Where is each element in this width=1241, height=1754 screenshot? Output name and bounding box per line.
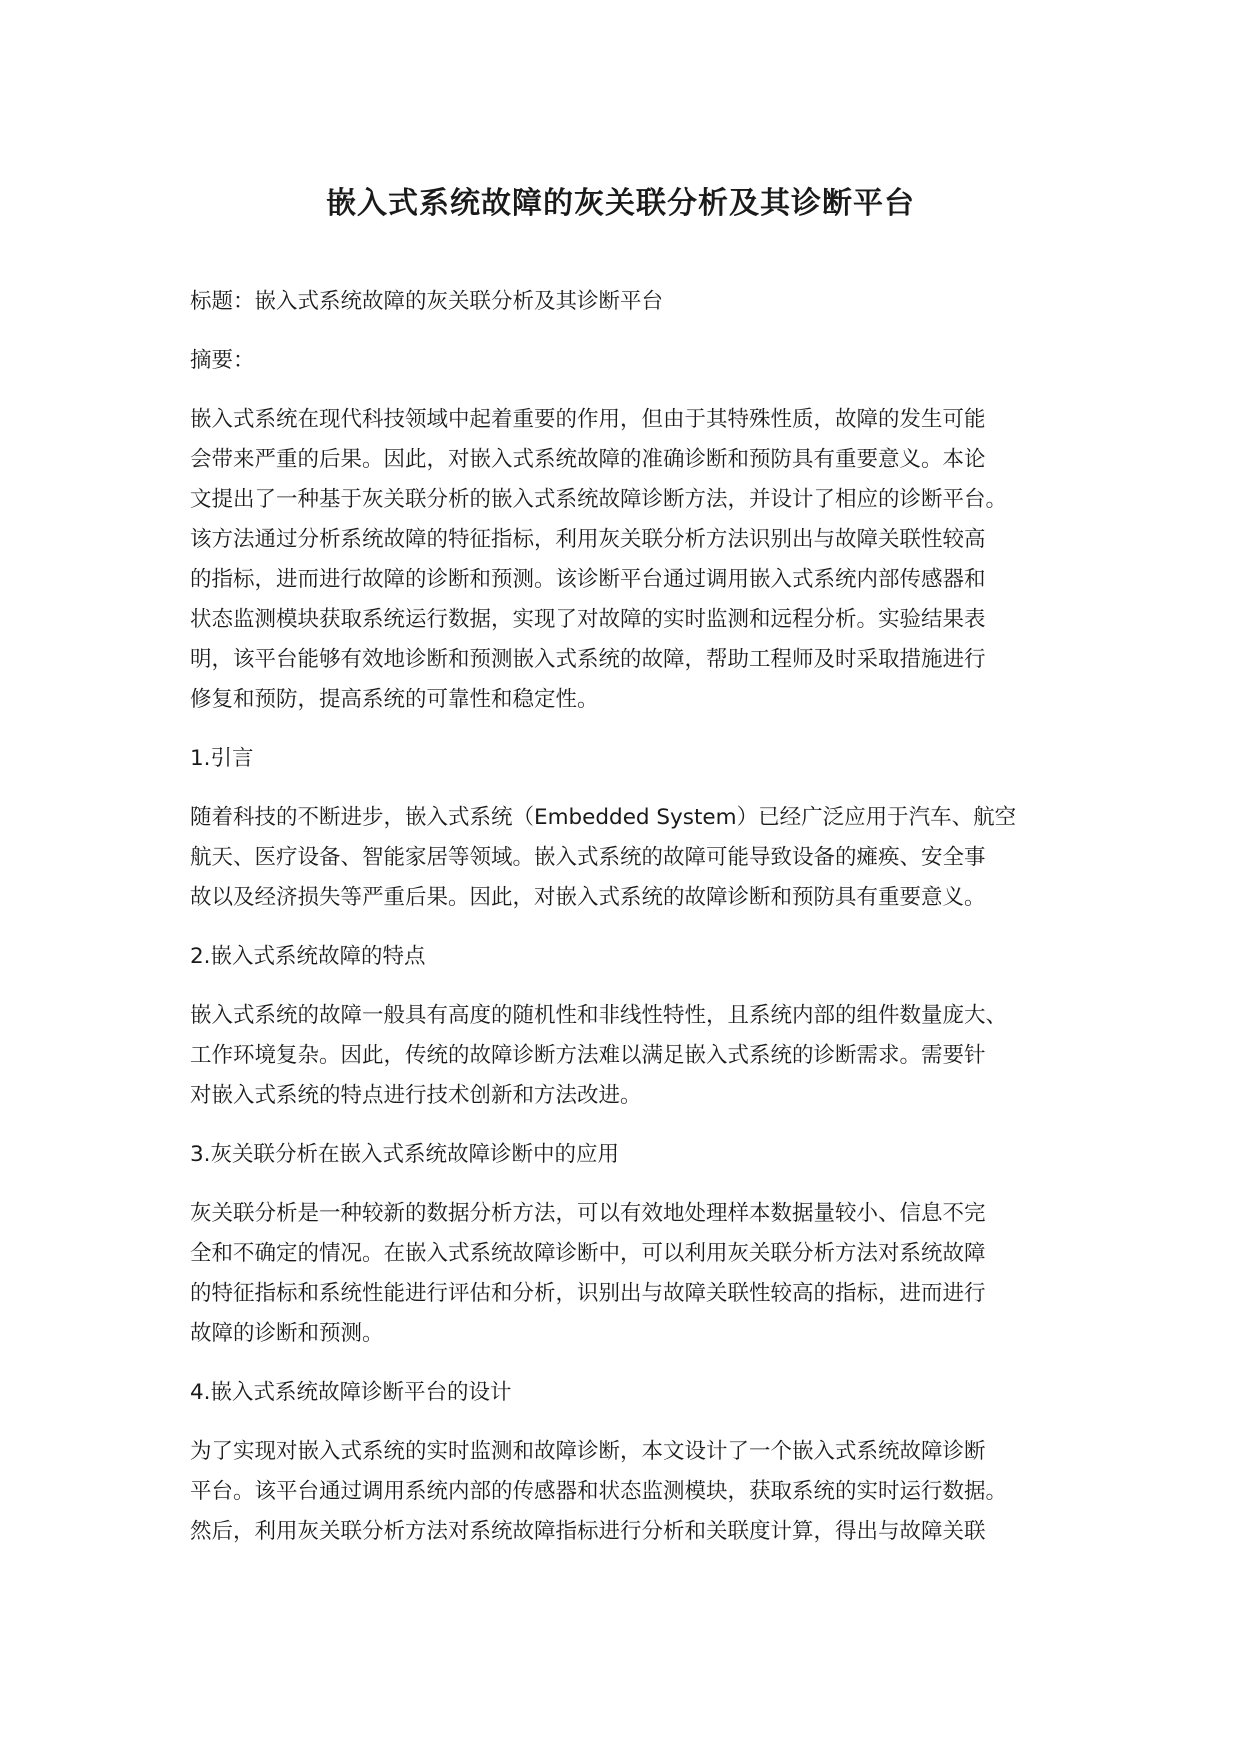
section-heading: 1.引言 <box>190 746 254 771</box>
paragraph-line: 全和不确定的情况。在嵌入式系统故障诊断中，可以利用灰关联分析方法对系统故障 <box>190 1241 986 1266</box>
paragraph-line: 会带来严重的后果。因此，对嵌入式系统故障的准确诊断和预防具有重要意义。本论 <box>190 447 986 472</box>
section-paragraph <box>190 798 1070 918</box>
paragraph-line: 灰关联分析是一种较新的数据分析方法，可以有效地处理样本数据量较小、信息不完 <box>190 1201 986 1226</box>
paragraph-line: 修复和预防，提高系统的可靠性和稳定性。 <box>190 687 599 712</box>
paragraph-line: 故障的诊断和预测。 <box>190 1321 384 1346</box>
subtitle-line: 标题：嵌入式系统故障的灰关联分析及其诊断平台 <box>190 289 664 314</box>
abstract-paragraph <box>190 400 1070 720</box>
section-heading: 2.嵌入式系统故障的特点 <box>190 944 426 969</box>
paragraph-line: 航天、医疗设备、智能家居等领域。嵌入式系统的故障可能导致设备的瘫痪、安全事 <box>190 845 986 870</box>
document-title: 嵌入式系统故障的灰关联分析及其诊断平台 <box>326 186 915 221</box>
paragraph-line: 文提出了一种基于灰关联分析的嵌入式系统故障诊断方法，并设计了相应的诊断平台。 <box>190 487 1008 512</box>
paragraph-line: 嵌入式系统的故障一般具有高度的随机性和非线性特性，且系统内部的组件数量庞大、 <box>190 1003 1008 1028</box>
paragraph-line: 状态监测模块获取系统运行数据，实现了对故障的实时监测和远程分析。实验结果表 <box>190 607 986 632</box>
paragraph-line: 对嵌入式系统的特点进行技术创新和方法改进。 <box>190 1083 642 1108</box>
section-heading: 3.灰关联分析在嵌入式系统故障诊断中的应用 <box>190 1142 620 1167</box>
paragraph-line: 故以及经济损失等严重后果。因此，对嵌入式系统的故障诊断和预防具有重要意义。 <box>190 885 986 910</box>
paragraph-line: 然后，利用灰关联分析方法对系统故障指标进行分析和关联度计算，得出与故障关联 <box>190 1519 986 1544</box>
paragraph-line: 明，该平台能够有效地诊断和预测嵌入式系统的故障，帮助工程师及时采取措施进行 <box>190 647 986 672</box>
abstract-label: 摘要： <box>190 348 255 373</box>
document-body <box>190 282 1070 1552</box>
paragraph-line: 该方法通过分析系统故障的特征指标，利用灰关联分析方法识别出与故障关联性较高 <box>190 527 986 552</box>
paragraph-line: 工作环境复杂。因此，传统的故障诊断方法难以满足嵌入式系统的诊断需求。需要针 <box>190 1043 986 1068</box>
paragraph-line: 的特征指标和系统性能进行评估和分析，识别出与故障关联性较高的指标，进而进行 <box>190 1281 986 1306</box>
section-paragraph <box>190 1194 1070 1354</box>
paragraph-line: 为了实现对嵌入式系统的实时监测和故障诊断，本文设计了一个嵌入式系统故障诊断 <box>190 1439 986 1464</box>
paragraph-line: 的指标，进而进行故障的诊断和预测。该诊断平台通过调用嵌入式系统内部传感器和 <box>190 567 986 592</box>
section-paragraph <box>190 996 1070 1116</box>
section-paragraph <box>190 1432 1070 1552</box>
section-heading: 4.嵌入式系统故障诊断平台的设计 <box>190 1380 512 1405</box>
paragraph-line: 随着科技的不断进步，嵌入式系统（Embedded System）已经广泛应用于汽车、航空 <box>190 805 1017 830</box>
paragraph-line: 嵌入式系统在现代科技领域中起着重要的作用，但由于其特殊性质，故障的发生可能 <box>190 407 986 432</box>
paragraph-line: 平台。该平台通过调用系统内部的传感器和状态监测模块，获取系统的实时运行数据。 <box>190 1479 1008 1504</box>
